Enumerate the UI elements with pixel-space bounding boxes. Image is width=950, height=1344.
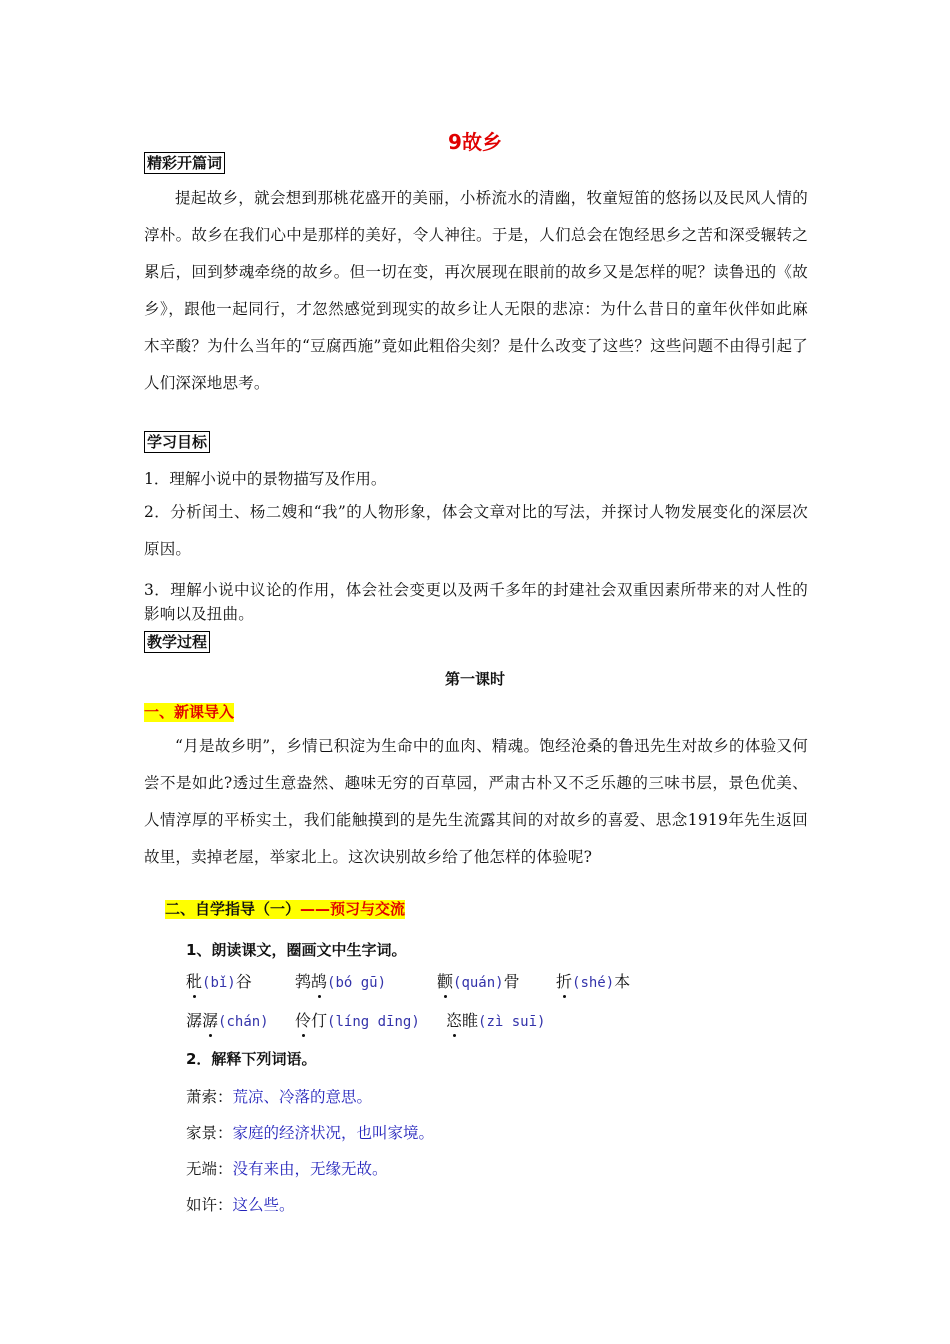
vocab-item: 鹁鸪(bó gū) (295, 972, 387, 991)
emphasis-char: 鸪 (311, 972, 328, 991)
emphasis-char: 伶 (295, 1011, 312, 1030)
vocab-item: 伶仃(líng dīng) (295, 1011, 420, 1030)
definition-meaning: 这么些。 (232, 1196, 295, 1214)
definition-row (186, 1157, 388, 1179)
definition-term: 家景： (186, 1124, 233, 1142)
emphasis-char: 颧 (437, 972, 454, 991)
part2-heading-main: 二、自学指导（一） (165, 900, 301, 918)
vocab-item: 潺潺(chán) (186, 1011, 269, 1030)
process-heading: 教学过程 (144, 631, 210, 653)
document-title: 9故乡 (448, 130, 502, 154)
vocab-item: 秕(bǐ)谷 (186, 972, 252, 991)
definition-term: 如许： (186, 1196, 233, 1214)
emphasis-char: 折 (556, 972, 573, 991)
part1-paragraph: “月是故乡明”，乡情已积淀为生命中的血肉、精魂。饱经沧桑的鲁迅先生对故乡的体验又何尝不是如此?透过生意盎然、趣味无穷的百草园，严肃古朴又不乏乐趣的三味书层，景色优美、人情淳厚的平桥实土，我们能触摸到的是先生流露其间的对故乡的喜爱、思念1919年先生返回故里，卖掉老屋，举家北上。这次诀别故乡给了他怎样的体验呢? (144, 737, 808, 866)
part2-heading-sub: ——预习与交流 (300, 900, 406, 918)
pinyin: (bó gū) (327, 975, 387, 991)
definition-term: 无端： (186, 1160, 233, 1178)
part2-heading (165, 900, 405, 919)
pinyin: (bǐ) (202, 975, 236, 991)
goal-2: 2．分析闰土、杨二嫂和“我”的人物形象，体会文章对比的写法，并探讨人物发展变化的深层次原因。 (144, 503, 808, 558)
definition-row (186, 1121, 434, 1143)
period-heading: 第一课时 (444, 670, 505, 688)
task-1: 1、朗读课文，圈画文中生字词。 (186, 941, 407, 959)
emphasis-char: 潺 (202, 1011, 219, 1030)
vocab-item: 折(shé)本 (556, 972, 631, 991)
vocab-item: 颧(quán)骨 (437, 972, 520, 991)
pinyin: (líng dīng) (327, 1014, 420, 1030)
emphasis-char: 恣 (446, 1011, 463, 1030)
pinyin: (quán) (453, 975, 504, 991)
definition-meaning: 家庭的经济状况，也叫家境。 (232, 1124, 435, 1142)
part1-heading (144, 703, 234, 722)
goal-1: 1．理解小说中的景物描写及作用。 (144, 470, 387, 488)
pinyin: (zì suī) (478, 1014, 546, 1030)
intro-paragraph: 提起故乡，就会想到那桃花盛开的美丽，小桥流水的清幽，牧童短笛的悠扬以及民风人情的淳朴。故乡在我们心中是那样的美好，令人神往。于是，人们总会在饱经思乡之苦和深受辗转之累后，回到梦魂牵绕的故乡。但一切在变，再次展现在眼前的故乡又是怎样的呢？读鲁迅的《故乡》，跟他一起同行，才忽然感觉到现实的故乡让人无限的悲凉：为什么昔日的童年伙伴如此麻木辛酸？为什么当年的“豆腐西施”竟如此粗俗尖刻？是什么改变了这些？这些问题不由得引起了人们深深地思考。 (144, 189, 808, 392)
pinyin: (shé) (572, 975, 615, 991)
part1-heading-text: 一、新课导入 (144, 703, 235, 721)
definition-meaning: 没有来由，无缘无故。 (232, 1160, 388, 1178)
pinyin: (chán) (218, 1014, 269, 1030)
definition-meaning: 荒凉、冷落的意思。 (232, 1088, 373, 1106)
definition-term: 萧索： (186, 1088, 233, 1106)
goal-3: 3．理解小说中议论的作用，体会社会变更以及两千多年的封建社会双重因素所带来的对人性的影响以及扭曲。 (144, 581, 808, 623)
goals-heading: 学习目标 (144, 431, 210, 453)
intro-heading: 精彩开篇词 (144, 152, 225, 174)
emphasis-char: 秕 (186, 972, 203, 991)
vocab-item: 恣睢(zì suī) (446, 1011, 546, 1030)
task-2: 2．解释下列词语。 (186, 1050, 317, 1068)
definition-row (186, 1193, 295, 1215)
definition-row (186, 1085, 372, 1107)
